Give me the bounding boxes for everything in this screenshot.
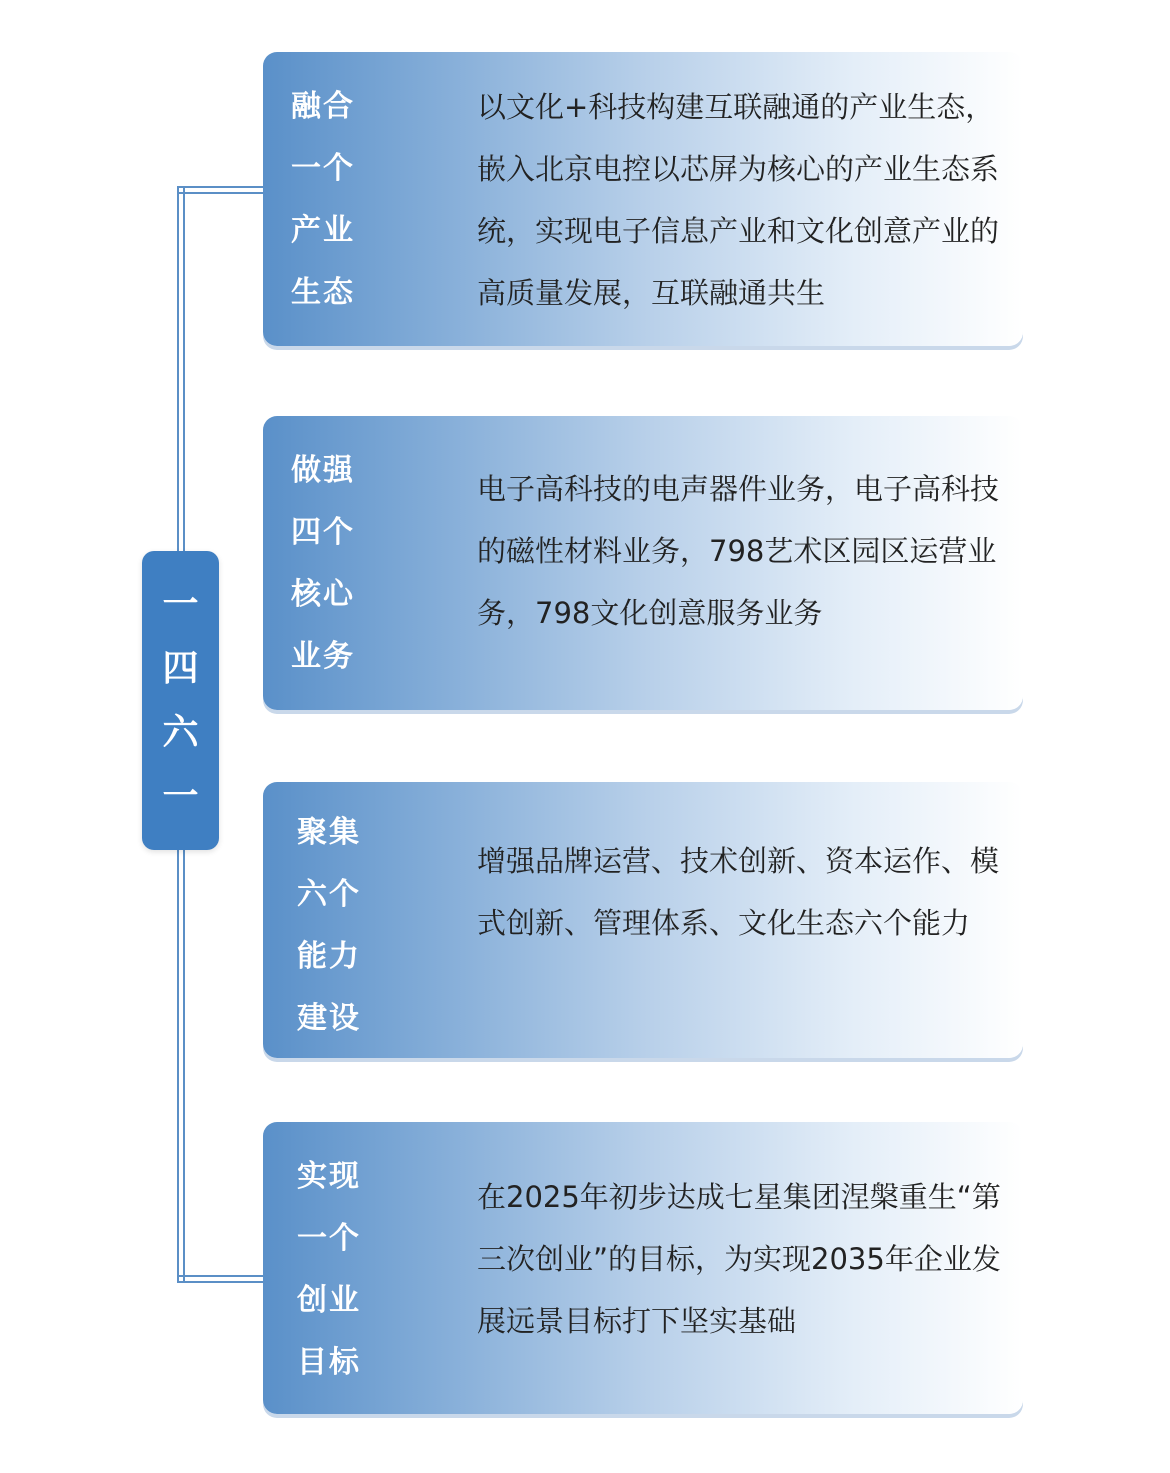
branch-card-4: [263, 1122, 1023, 1414]
branch-title-line: 六个: [297, 877, 361, 912]
branch-card-1: [263, 52, 1023, 346]
branch-description-1: 以文化+科技构建互联融通的产业生态，嵌入北京电控以芯屏为核心的产业生态系统，实现电子信息产业和文化创意产业的高质量发展，互联融通共生: [477, 90, 1000, 310]
connector-branch-4: [177, 1275, 265, 1283]
branch-title-line: 聚集: [297, 815, 361, 850]
branch-title-line: 实现: [297, 1159, 361, 1194]
branch-card-2: [263, 416, 1023, 710]
branch-title-4: [297, 1146, 387, 1394]
branch-title-1: [291, 76, 381, 324]
root-char-1: 一: [162, 583, 199, 625]
branch-description-3: 增强品牌运营、技术创新、资本运作、模式创新、管理体系、文化生态六个能力: [477, 844, 1000, 940]
root-char-4: 一: [162, 775, 199, 817]
branch-title-line: 融合: [291, 89, 355, 124]
root-char-3: 六: [162, 711, 199, 753]
branch-title-line: 目标: [297, 1345, 361, 1380]
branch-title-line: 核心: [291, 577, 355, 612]
branch-description-4: 在2025年初步达成七星集团涅槃重生“第三次创业”的目标，为实现2035年企业发展远景目标打下坚实基础: [477, 1180, 1001, 1338]
connector-branch-1: [177, 186, 265, 194]
root-node: [142, 551, 219, 850]
branch-title-line: 生态: [291, 275, 355, 310]
branch-description-2: 电子高科技的电声器件业务，电子高科技的磁性材料业务，798艺术区园区运营业务，798文化创意服务业务: [477, 472, 1000, 630]
branch-title-2: [291, 440, 381, 688]
branch-title-line: 业务: [291, 639, 355, 674]
connector-trunk-top: [177, 186, 185, 552]
branch-title-line: 做强: [291, 453, 355, 488]
branch-title-3: [297, 802, 387, 1050]
root-char-2: 四: [162, 647, 199, 689]
branch-title-line: 创业: [297, 1283, 361, 1318]
branch-title-line: 四个: [291, 515, 355, 550]
branch-title-line: 产业: [291, 213, 355, 248]
connector-trunk-bottom: [177, 849, 185, 1282]
branch-title-line: 一个: [297, 1221, 361, 1256]
branch-card-3: [263, 782, 1023, 1058]
branch-title-line: 一个: [291, 151, 355, 186]
branch-title-line: 能力: [297, 939, 361, 974]
branch-title-line: 建设: [297, 1001, 361, 1036]
